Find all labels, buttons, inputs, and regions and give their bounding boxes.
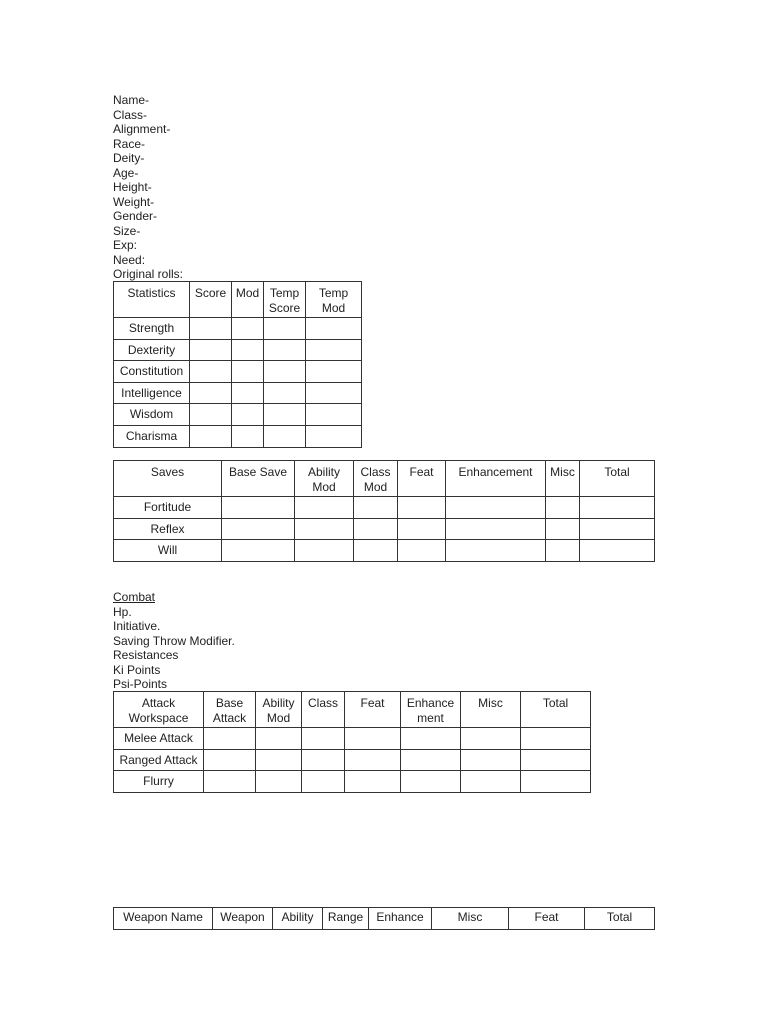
attack-input-cell[interactable]: [302, 771, 345, 793]
stat-input-cell[interactable]: [190, 339, 232, 361]
column-header-line: Enhance: [406, 696, 455, 710]
column-header: [546, 461, 580, 497]
save-input-cell[interactable]: [446, 497, 546, 519]
stat-input-cell[interactable]: [306, 361, 362, 383]
column-header: [114, 461, 222, 497]
field-label: Original rolls:: [113, 267, 184, 281]
row-label: Flurry: [114, 771, 204, 793]
column-header-line: Mod: [312, 479, 336, 494]
column-header: [580, 461, 655, 497]
save-input-cell[interactable]: [222, 497, 295, 519]
column-header: [256, 692, 302, 728]
column-header-line: Score: [268, 300, 301, 315]
column-header-line: Base Save: [228, 465, 288, 479]
attack-input-cell[interactable]: [204, 771, 256, 793]
stat-input-cell[interactable]: [190, 382, 232, 404]
column-header-line: ment: [417, 710, 444, 725]
combat-heading: Combat: [113, 590, 156, 604]
column-header-line: Enhancement: [458, 465, 533, 479]
row-label: Ranged Attack: [114, 749, 204, 771]
column-header: [114, 282, 190, 318]
table-row: [114, 728, 591, 750]
save-input-cell[interactable]: [354, 540, 398, 562]
field-label: Gender-: [113, 209, 158, 223]
field-label: Class-: [113, 107, 148, 122]
combat-field-label: Saving Throw Modifier.: [113, 633, 235, 648]
row-label: Dexterity: [114, 339, 190, 361]
stat-input-cell[interactable]: [306, 339, 362, 361]
attack-input-cell[interactable]: [302, 749, 345, 771]
table-row: [114, 749, 591, 771]
save-input-cell[interactable]: [580, 540, 655, 562]
attack-input-cell[interactable]: [461, 749, 521, 771]
column-header: [114, 692, 204, 728]
column-header-line: Total: [604, 465, 630, 479]
stat-input-cell[interactable]: [190, 361, 232, 383]
row-label: Constitution: [114, 361, 190, 383]
column-header-line: Total: [542, 696, 569, 710]
row-label: Wisdom: [114, 404, 190, 426]
table-row: [114, 771, 591, 793]
stat-input-cell[interactable]: [232, 339, 264, 361]
attack-input-cell[interactable]: [256, 771, 302, 793]
field-label: Need:: [113, 252, 146, 267]
column-header-line: Mod: [235, 286, 260, 300]
table-row: [114, 404, 362, 426]
column-header: [190, 282, 232, 318]
row-label: Melee Attack: [114, 728, 204, 750]
column-header: Misc: [432, 908, 509, 930]
save-input-cell[interactable]: [354, 518, 398, 540]
combat-field-label: Ki Points: [113, 662, 161, 677]
column-header: [222, 461, 295, 497]
attack-input-cell[interactable]: [401, 749, 461, 771]
field-label: Alignment-: [113, 122, 171, 136]
save-input-cell[interactable]: [222, 540, 295, 562]
column-header: [264, 282, 306, 318]
stat-input-cell[interactable]: [232, 318, 264, 340]
combat-section: [113, 590, 235, 692]
column-header: [232, 282, 264, 318]
stat-input-cell[interactable]: [264, 318, 306, 340]
attack-input-cell[interactable]: [461, 728, 521, 750]
save-input-cell[interactable]: [295, 497, 354, 519]
table-row: [114, 382, 362, 404]
field-label: Age-: [113, 165, 139, 180]
column-header: Weapon Name: [114, 908, 213, 930]
attack-input-cell[interactable]: [256, 749, 302, 771]
stat-input-cell[interactable]: [232, 382, 264, 404]
stat-input-cell[interactable]: [306, 318, 362, 340]
field-label: Exp:: [113, 238, 138, 252]
column-header: Total: [585, 908, 655, 930]
save-input-cell[interactable]: [446, 540, 546, 562]
attack-input-cell[interactable]: [256, 728, 302, 750]
save-input-cell[interactable]: [398, 518, 446, 540]
header-row: [114, 282, 362, 318]
row-label: Strength: [114, 318, 190, 340]
save-input-cell[interactable]: [546, 518, 580, 540]
stat-input-cell[interactable]: [232, 425, 264, 447]
column-header-line: Ability: [307, 465, 340, 479]
table-row: [114, 540, 655, 562]
statistics-table: [113, 281, 362, 448]
save-input-cell[interactable]: [295, 518, 354, 540]
column-header-line: Workspace: [128, 710, 189, 725]
attack-input-cell[interactable]: [204, 728, 256, 750]
stat-input-cell[interactable]: [264, 339, 306, 361]
column-header-line: Mod: [321, 300, 346, 315]
column-header-line: Mod: [266, 710, 291, 725]
column-header: Feat: [509, 908, 585, 930]
combat-field-label: Hp.: [113, 604, 132, 619]
field-label: Name-: [113, 93, 150, 107]
stat-input-cell[interactable]: [264, 404, 306, 426]
row-label: Reflex: [114, 518, 222, 540]
stat-input-cell[interactable]: [306, 382, 362, 404]
stat-input-cell[interactable]: [232, 361, 264, 383]
save-input-cell[interactable]: [546, 497, 580, 519]
stat-input-cell[interactable]: [264, 361, 306, 383]
save-input-cell[interactable]: [398, 497, 446, 519]
field-label: Size-: [113, 223, 141, 238]
column-header-line: Attack: [141, 696, 176, 710]
column-header-line: Mod: [363, 479, 388, 494]
saves-table: [113, 460, 655, 562]
table-row: [114, 339, 362, 361]
column-header: Range: [323, 908, 369, 930]
save-input-cell[interactable]: [546, 540, 580, 562]
save-input-cell[interactable]: [222, 518, 295, 540]
field-label: Height-: [113, 180, 152, 194]
column-header-line: Statistics: [127, 286, 176, 300]
attack-input-cell[interactable]: [204, 749, 256, 771]
column-header-line: Saves: [150, 465, 185, 479]
save-input-cell[interactable]: [446, 518, 546, 540]
stat-input-cell[interactable]: [232, 404, 264, 426]
column-header: [354, 461, 398, 497]
stat-input-cell[interactable]: [264, 382, 306, 404]
combat-field-label: Initiative.: [113, 619, 161, 633]
attack-input-cell[interactable]: [345, 749, 401, 771]
stat-input-cell[interactable]: [190, 425, 232, 447]
column-header: [461, 692, 521, 728]
column-header: [401, 692, 461, 728]
attack-input-cell[interactable]: [521, 728, 591, 750]
field-label: Weight-: [113, 194, 155, 209]
header-row: [114, 692, 591, 728]
field-label: Race-: [113, 136, 146, 151]
column-header-line: Base: [215, 696, 244, 710]
save-input-cell[interactable]: [295, 540, 354, 562]
field-label: Deity-: [113, 151, 145, 165]
stat-input-cell[interactable]: [190, 318, 232, 340]
column-header: [398, 461, 446, 497]
column-header-line: Temp: [269, 286, 300, 300]
column-header: [521, 692, 591, 728]
table-row: [114, 518, 655, 540]
stat-input-cell[interactable]: [190, 404, 232, 426]
attack-input-cell[interactable]: [521, 771, 591, 793]
column-header: Enhance: [369, 908, 432, 930]
weapon-table: [113, 907, 655, 930]
row-label: Intelligence: [114, 382, 190, 404]
stat-input-cell[interactable]: [264, 425, 306, 447]
row-label: Charisma: [114, 425, 190, 447]
header-row: [114, 461, 655, 497]
column-header: [306, 282, 362, 318]
column-header-line: Feat: [360, 696, 385, 710]
table-row: [114, 318, 362, 340]
row-label: Will: [114, 540, 222, 562]
attack-table: [113, 691, 591, 793]
column-header: Weapon: [213, 908, 273, 930]
save-input-cell[interactable]: [580, 518, 655, 540]
attack-input-cell[interactable]: [461, 771, 521, 793]
save-input-cell[interactable]: [354, 497, 398, 519]
column-header-line: Class: [307, 696, 338, 710]
table-row: [114, 497, 655, 519]
attack-input-cell[interactable]: [521, 749, 591, 771]
column-header-line: Score: [194, 286, 227, 300]
stat-input-cell[interactable]: [306, 425, 362, 447]
attack-input-cell[interactable]: [345, 728, 401, 750]
column-header: [204, 692, 256, 728]
column-header-line: Misc: [550, 465, 575, 479]
column-header-line: Attack: [212, 710, 247, 725]
row-label: Fortitude: [114, 497, 222, 519]
column-header-line: Ability: [262, 696, 295, 710]
column-header-line: Temp: [318, 286, 349, 300]
combat-field-label: Psi-Points: [113, 677, 168, 691]
table-row: [114, 361, 362, 383]
attack-input-cell[interactable]: [401, 728, 461, 750]
save-input-cell[interactable]: [398, 540, 446, 562]
column-header: [295, 461, 354, 497]
column-header: Ability: [273, 908, 323, 930]
table-row: [114, 425, 362, 447]
column-header-line: Feat: [409, 465, 434, 479]
attack-input-cell[interactable]: [345, 771, 401, 793]
column-header-line: Misc: [478, 696, 503, 710]
column-header-line: Class: [360, 465, 391, 479]
column-header: [345, 692, 401, 728]
save-input-cell[interactable]: [580, 497, 655, 519]
column-header: [302, 692, 345, 728]
header-row: [114, 908, 655, 930]
combat-field-label: Resistances: [113, 648, 179, 662]
stat-input-cell[interactable]: [306, 404, 362, 426]
attack-input-cell[interactable]: [401, 771, 461, 793]
character-info-list: [113, 93, 183, 282]
attack-input-cell[interactable]: [302, 728, 345, 750]
column-header: [446, 461, 546, 497]
